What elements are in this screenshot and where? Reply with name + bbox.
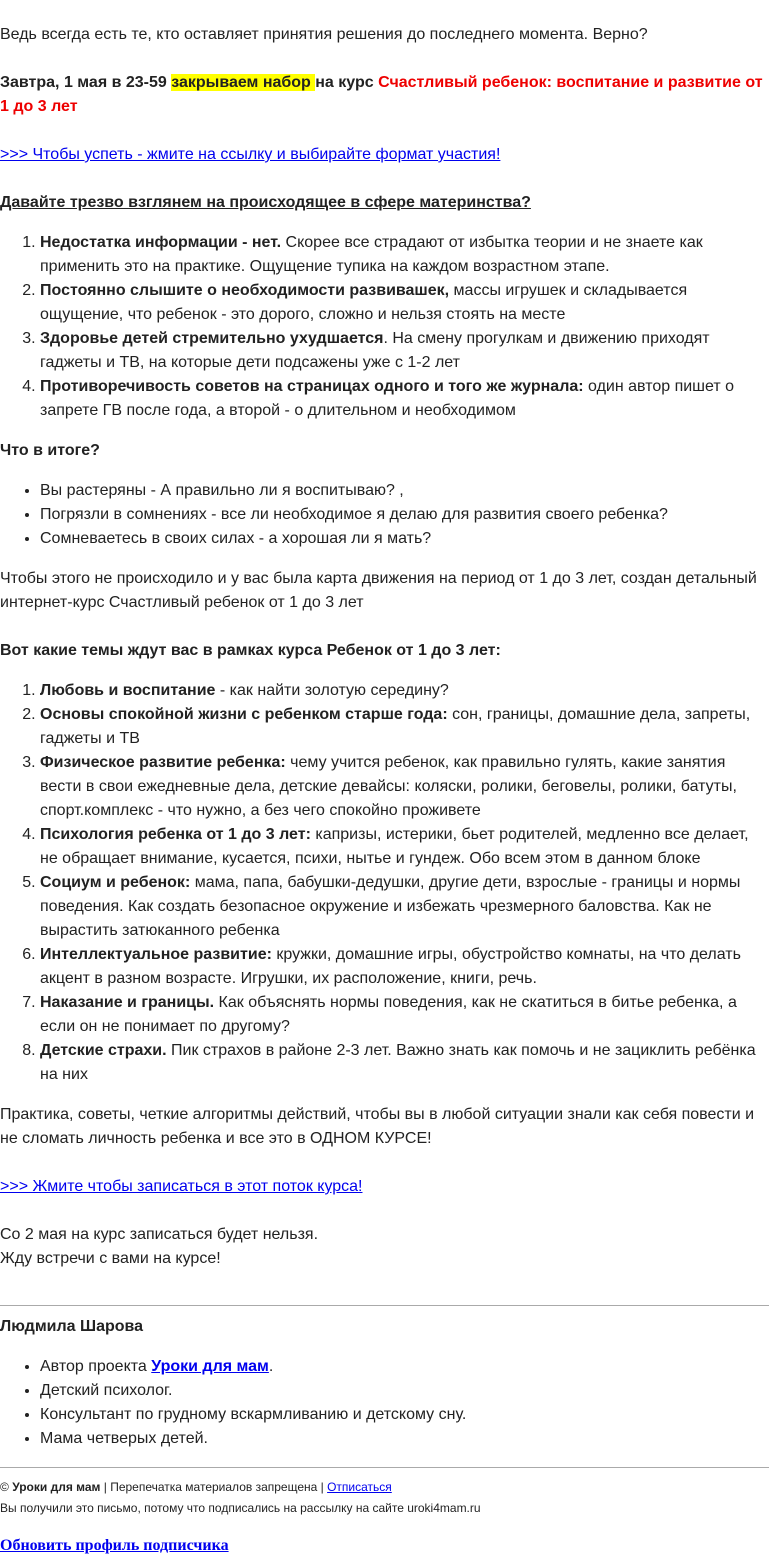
- deadline-pre: Завтра, 1 мая в 23-59: [0, 74, 172, 91]
- list-item: [40, 943, 769, 991]
- project-post: .: [268, 1358, 274, 1375]
- item-bold: Недостатка информации - нет.: [40, 234, 282, 251]
- deadline-mid: на курс: [315, 74, 379, 91]
- item-bold: Детские страхи.: [40, 1042, 167, 1059]
- list-item: [40, 1355, 769, 1379]
- course-name: Счастливый ребенок: воспитание и развитие от 1 до 3 лет: [0, 74, 763, 115]
- closing-paragraph: [0, 1223, 769, 1271]
- item-bold: Здоровье детей стремительно ухудшается: [40, 330, 384, 347]
- subscription-notice: Вы получили это письмо, потому что подписались на рассылку на сайте uroki4mam.ru: [0, 1501, 481, 1515]
- copyright: ©: [0, 1480, 13, 1494]
- link2-paragraph: [0, 1175, 769, 1199]
- heading-topics: Вот какие темы ждут вас в рамках курса Ребенок от 1 до 3 лет:: [0, 642, 501, 659]
- divider: [0, 1467, 769, 1468]
- deadline-highlight: закрываем набор: [171, 74, 316, 91]
- list-item: [40, 823, 769, 871]
- practice-paragraph: Практика, советы, четкие алгоритмы действий, чтобы вы в любой ситуации знали как себя повести и не сломать личность ребенка и все это в ОДНОМ КУРСЕ!: [0, 1106, 755, 1147]
- list-item: [40, 1039, 769, 1087]
- divider: [0, 1305, 769, 1306]
- project-link[interactable]: Уроки для мам: [151, 1358, 269, 1375]
- list-item: • Вы растеряны - А правильно ли я воспитываю? ,: [40, 479, 769, 503]
- list-item: [40, 679, 769, 703]
- item-bold: Противоречивость советов на страницах одного и того же журнала:: [40, 378, 584, 395]
- item-text: - как найти золотую середину?: [215, 682, 449, 699]
- item-text: массы игрушек и складывается ощущение, что ребенок - это дорого, сложно и нельзя стоять на месте: [40, 282, 688, 323]
- item-text: . На смену прогулкам и движению приходят гаджеты и ТВ, на которые дети подсажены уже с 1-2 лет: [40, 330, 710, 371]
- list-item: [40, 703, 769, 751]
- list-item: • Мама четверых детей.: [40, 1427, 769, 1451]
- intro-text: Ведь всегда есть те, кто оставляет принятия решения до последнего момента. Верно?: [0, 26, 648, 43]
- heading-result: Что в итоге?: [0, 442, 100, 459]
- item-text: мама, папа, бабушки-дедушки, другие дети, взрослые - границы и нормы поведения. Как создать безопасное окружение и избежать чрезмерного баловства. Как не вырастить затюканного ребенка: [40, 874, 741, 939]
- unsubscribe-link[interactable]: Отписаться: [327, 1480, 392, 1494]
- link1-paragraph: [0, 143, 769, 167]
- list-item: [40, 327, 769, 375]
- update-profile-link[interactable]: Обновить профиль подписчика: [0, 1537, 229, 1554]
- item-bold: Социум и ребенок:: [40, 874, 191, 891]
- list-item: • Детский психолог.: [40, 1379, 769, 1403]
- closing-line-2: Жду встречи с вами на курсе!: [0, 1250, 221, 1267]
- list-item: • Консультант по грудному вскармливанию и детскому сну.: [40, 1403, 769, 1427]
- list-item: [40, 751, 769, 823]
- list-item: [40, 279, 769, 327]
- enroll-link[interactable]: >>> Жмите чтобы записаться в этот поток курса!: [0, 1178, 363, 1195]
- list-item: [40, 375, 769, 423]
- item-bold: Наказание и границы.: [40, 994, 215, 1011]
- list-item: [40, 871, 769, 943]
- topics-list: [0, 679, 769, 1087]
- item-text: капризы, истерики, бьет родителей, медленно все делает, не обращает внимание, кусается, психи, нытье и гундеж. Обо всем этом в данном блоке: [40, 826, 749, 867]
- item-text: кружки, домашние игры, обустройство комнаты, на что делать акцент в разном возрасте. Игрушки, их расположение, книги, речь.: [40, 946, 741, 987]
- item-text: чему учится ребенок, как правильно гулять, какие занятия вести в свои ежедневные дела, детские девайсы: коляски, ролики, беговелы, ролики, батуты, спорт.комплекс - что нужно, а без чего спокойно проживете: [40, 754, 737, 819]
- item-text: один автор пишет о запрете ГВ после года, а второй - о длительном и необходимом: [40, 378, 735, 419]
- item-text: сон, границы, домашние дела, запреты, гаджеты и ТВ: [40, 706, 751, 747]
- choose-format-link[interactable]: >>> Чтобы успеть - жмите на ссылку и выбирайте формат участия!: [0, 146, 501, 163]
- item-bold: Интеллектуальное развитие:: [40, 946, 272, 963]
- list-item: [40, 231, 769, 279]
- heading-maternity: Давайте трезво взглянем на происходящее в сфере материнства?: [0, 194, 531, 211]
- project-pre: Автор проекта: [40, 1358, 152, 1375]
- list-item: • Сомневаетесь в своих силах - а хорошая ли я мать?: [40, 527, 769, 551]
- item-text: Как объяснять нормы поведения, как не скатиться в битье ребенка, а если он не понимает по другому?: [40, 994, 737, 1035]
- closing-line-1: Со 2 мая на курс записаться будет нельзя.: [0, 1226, 319, 1243]
- author-name: Людмила Шарова: [0, 1318, 144, 1335]
- item-bold: Физическое развитие ребенка:: [40, 754, 286, 771]
- footer-notice: | Перепечатка материалов запрещена |: [100, 1480, 328, 1494]
- author-list: [0, 1355, 769, 1451]
- results-list: [0, 479, 769, 551]
- deadline-paragraph: [0, 71, 769, 119]
- list-item: • Погрязли в сомнениях - все ли необходимое я делаю для развития своего ребенка?: [40, 503, 769, 527]
- item-bold: Основы спокойной жизни с ребенком старше года:: [40, 706, 448, 723]
- item-bold: Психология ребенка от 1 до 3 лет:: [40, 826, 311, 843]
- list-item: [40, 991, 769, 1039]
- footer: [0, 1477, 769, 1557]
- course-description: Чтобы этого не происходило и у вас была карта движения на период от 1 до 3 лет, создан детальный интернет-курс Счастливый ребенок от 1 до 3 лет: [0, 570, 757, 611]
- item-text: Скорее все страдают от избытка теории и не знаете как применить это на практике. Ощущение тупика на каждом возрастном этапе.: [40, 234, 703, 275]
- footer-line: [0, 1477, 769, 1498]
- problems-list: [0, 231, 769, 423]
- item-text: Пик страхов в районе 2-3 лет. Важно знать как помочь и не зациклить ребёнка на них: [40, 1042, 756, 1083]
- item-bold: Постоянно слышите о необходимости развивашек,: [40, 282, 450, 299]
- item-bold: Любовь и воспитание: [40, 682, 216, 699]
- footer-brand: Уроки для мам: [12, 1480, 101, 1494]
